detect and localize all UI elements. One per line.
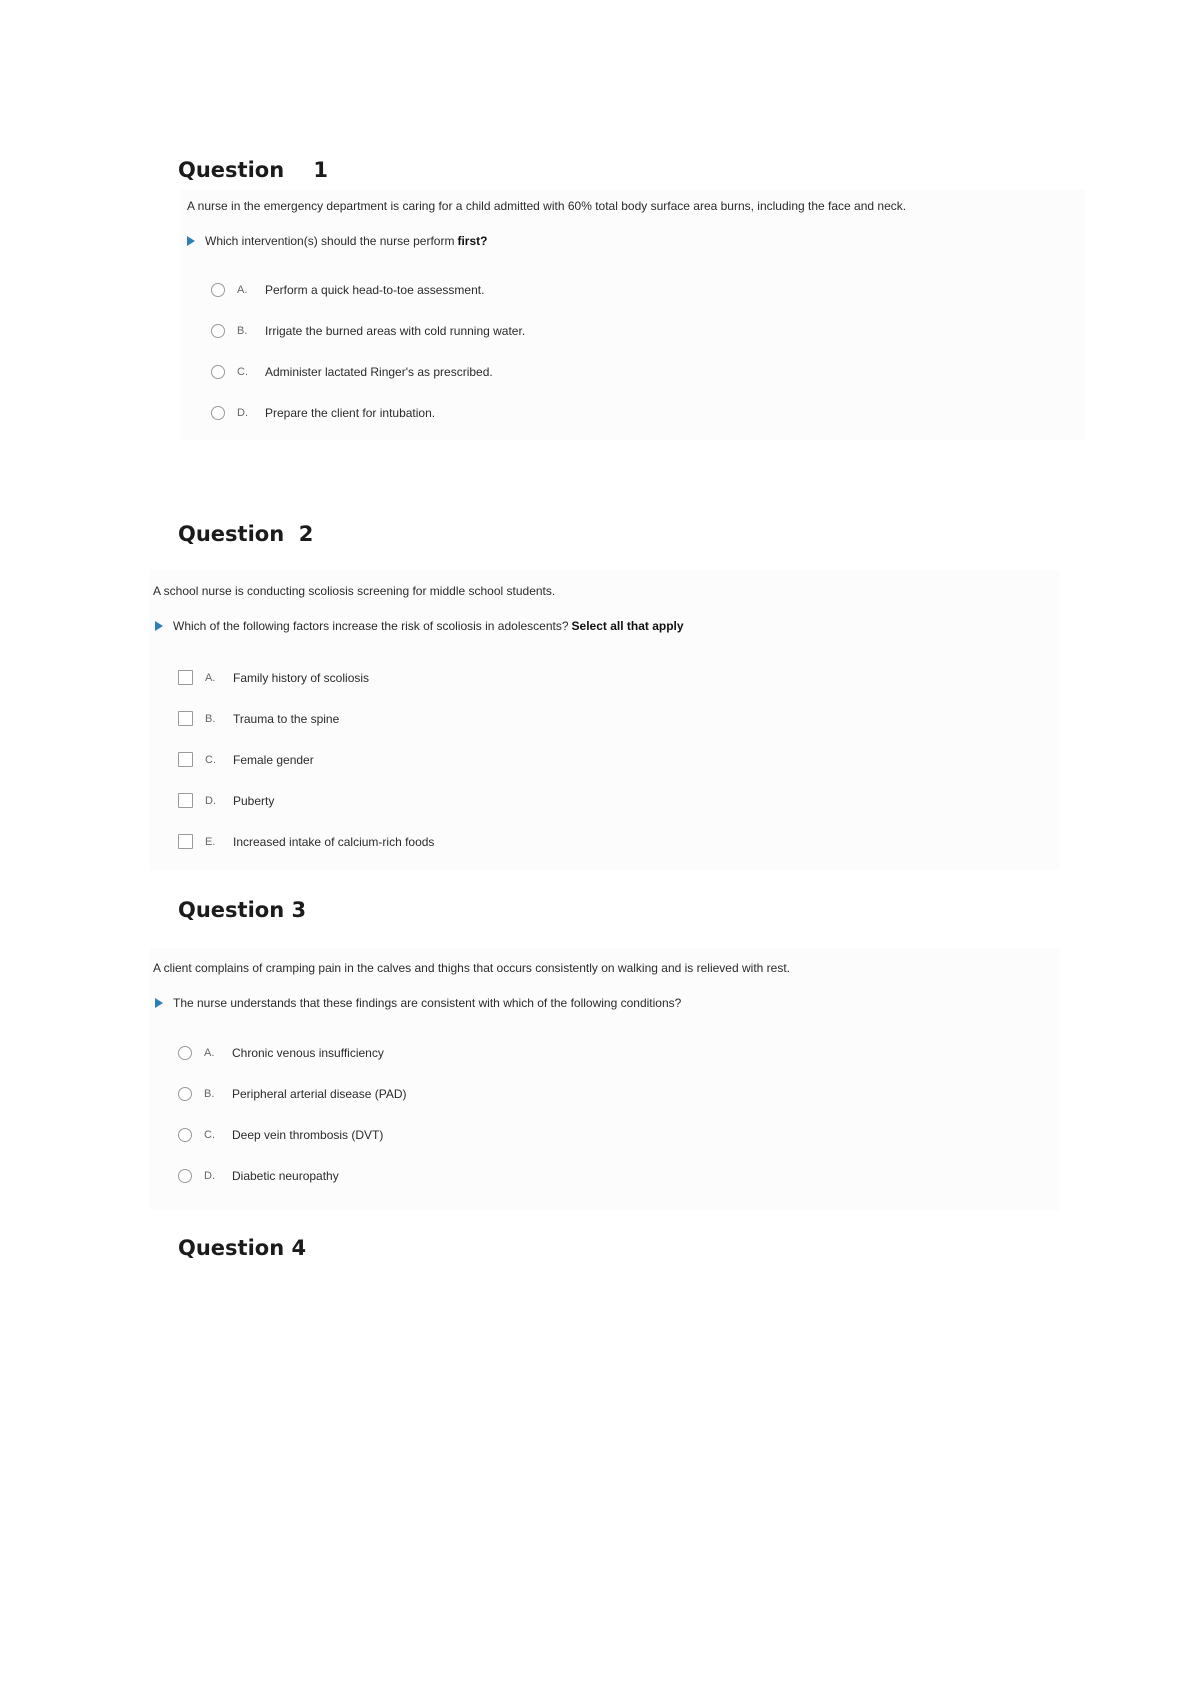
question-2-option-a[interactable] [178,670,369,685]
question-2-prompt [155,619,684,633]
checkbox[interactable] [178,793,193,808]
radio-button[interactable] [178,1046,192,1060]
question-2-option-d[interactable] [178,793,274,808]
option-letter: C. [237,366,248,378]
checkbox[interactable] [178,752,193,767]
question-2-option-e[interactable] [178,834,434,849]
option-letter: C. [204,1129,215,1141]
option-text: Female gender [233,752,314,767]
question-3-option-d[interactable] [178,1169,339,1183]
question-3-option-c[interactable] [178,1128,383,1142]
question-1-option-d[interactable] [211,406,435,420]
option-letter: A. [205,671,216,684]
radio-button[interactable] [178,1087,192,1101]
question-2-option-b[interactable] [178,711,339,726]
question-2-option-c[interactable] [178,752,314,767]
question-3-prompt-text: The nurse understands that these findings are consistent with which of the following conditions? [173,996,682,1010]
option-letter: B. [237,325,248,337]
option-text: Trauma to the spine [233,711,340,726]
option-letter: C. [205,753,216,766]
option-text: Chronic venous insufficiency [232,1046,384,1060]
arrow-right-icon [187,236,195,246]
question-3-prompt [155,996,684,1010]
option-text: Puberty [233,793,275,808]
option-text: Irrigate the burned areas with cold running water. [265,324,526,338]
option-text: Prepare the client for intubation. [265,406,436,420]
question-3-option-b[interactable] [178,1087,407,1101]
option-text: Increased intake of calcium-rich foods [233,834,435,849]
question-1-prompt-emphasis: first? [457,234,488,248]
question-1-prompt [187,234,487,248]
radio-button[interactable] [178,1169,192,1183]
question-1-panel [180,190,1085,440]
arrow-right-icon [155,621,163,631]
question-1-prompt-text: Which intervention(s) should the nurse perform [205,234,455,248]
radio-button[interactable] [211,365,225,379]
checkbox[interactable] [178,834,193,849]
radio-button[interactable] [178,1128,192,1142]
option-letter: B. [204,1088,215,1100]
option-letter: D. [204,1170,215,1182]
question-1-option-c[interactable] [211,365,493,379]
radio-button[interactable] [211,283,225,297]
question-4-title: Question 4 [178,1236,307,1260]
option-text: Diabetic neuropathy [232,1169,339,1183]
option-text: Family history of scoliosis [233,670,370,685]
radio-button[interactable] [211,406,225,420]
option-text: Peripheral arterial disease (PAD) [232,1087,407,1101]
question-1-option-a[interactable] [211,283,484,297]
question-2-prompt-emphasis: Select all that apply [571,619,684,633]
option-letter: B. [205,712,216,725]
option-letter: D. [205,794,216,807]
option-letter: E. [205,835,216,848]
question-3-option-a[interactable] [178,1046,384,1060]
option-letter: A. [237,284,248,296]
option-text: Deep vein thrombosis (DVT) [232,1128,384,1142]
option-letter: D. [237,407,248,419]
question-3-stem: A client complains of cramping pain in the calves and thighs that occurs consistently on walking and is relieved with rest. [153,961,790,975]
question-2-title: Question 2 [178,522,314,546]
option-letter: A. [204,1047,215,1059]
question-2-prompt-text: Which of the following factors increase the risk of scoliosis in adolescents? [173,619,569,633]
question-1-stem: A nurse in the emergency department is caring for a child admitted with 60% total body surface area burns, including the face and neck. [187,199,907,213]
checkbox[interactable] [178,670,193,685]
option-text: Administer lactated Ringer's as prescribed. [265,365,493,379]
checkbox[interactable] [178,711,193,726]
arrow-right-icon [155,998,163,1008]
question-1-option-b[interactable] [211,324,525,338]
question-1-title: Question 1 [178,158,329,182]
radio-button[interactable] [211,324,225,338]
option-text: Perform a quick head-to-toe assessment. [265,283,485,297]
question-2-stem: A school nurse is conducting scoliosis screening for middle school students. [153,584,556,598]
question-3-title: Question 3 [178,898,307,922]
